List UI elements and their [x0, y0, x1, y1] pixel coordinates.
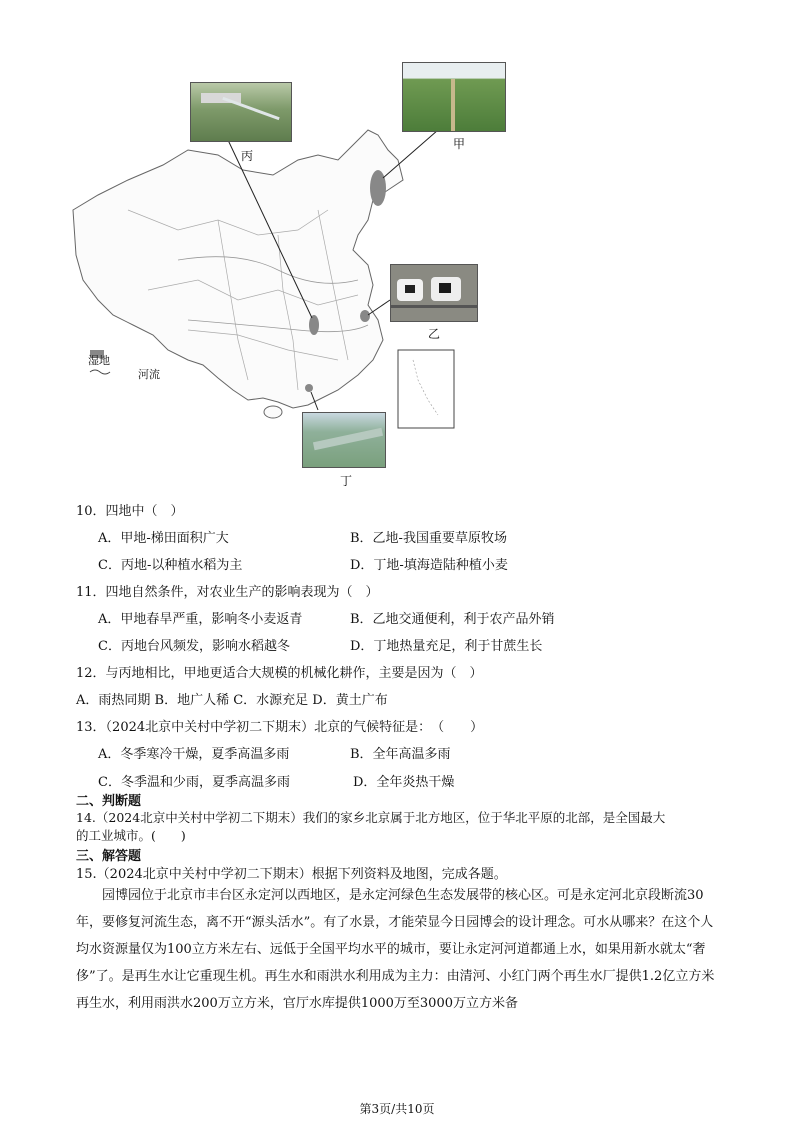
legend-wetland-label: 湿地	[88, 354, 110, 367]
label-bing: 丙	[241, 149, 254, 163]
region-jia	[370, 170, 386, 206]
q10-option-b: B．乙地-我国重要草原牧场	[350, 531, 507, 546]
photo-ding	[302, 412, 386, 468]
region-ding	[305, 384, 313, 392]
q11-option-d: D．丁地热量充足，利于甘蔗生长	[350, 639, 543, 654]
q10-option-d: D．丁地-填海造陆种植小麦	[350, 558, 508, 573]
china-map-figure	[68, 60, 488, 490]
question-15-passage: 园博园位于北京市丰台区永定河以西地区，是永定河绿色生态发展带的核心区。可是永定河北京段断流30年，要修复河流生态，离不开“源头活水”。有了水景，才能荣显今日园博会的设计理念。可水从哪来？在这个人均水资源量仅为100立方米左右、远低于全国平均水平的城市，要让永定河河道都通上水，如果用新水就太“奢侈”了。是再生水让它重现生机。再生水和雨洪水利用成为主力：由清河、小红门两个再生水厂提供1.2亿立方米再生水，利用雨洪水200万立方米，官厅水库提供1000万至3000万立方米备	[76, 888, 715, 1011]
south-china-sea-inset	[398, 350, 454, 428]
question-13-stem: 13．（2024北京中关村中学初二下期末）北京的气候特征是： （ ）	[76, 720, 484, 735]
q13-option-a: A．冬季寒冷干燥，夏季高温多雨	[98, 747, 290, 762]
photo-jia	[402, 62, 506, 132]
q13-option-c: C．冬季温和少雨，夏季高温多雨	[98, 775, 290, 790]
question-11-stem: 11．四地自然条件，对农业生产的影响表现为（ ）	[76, 585, 379, 600]
q12-options: A．雨热同期 B．地广人稀 C．水源充足 D．黄土广布	[76, 693, 388, 708]
photo-bing	[190, 82, 292, 142]
q10-option-a: A．甲地-梯田面积广大	[98, 531, 229, 546]
region-yi	[360, 310, 370, 322]
q13-option-d: D．全年炎热干燥	[353, 775, 455, 790]
legend-river-label: 河流	[138, 368, 160, 381]
label-jia: 甲	[453, 137, 466, 151]
q10-option-c: C．丙地-以种植水稻为主	[98, 558, 243, 573]
question-14-line1: 14.（2024北京中关村中学初二下期末）我们的家乡北京属于北方地区，位于华北平原的北部，是全国最大	[76, 810, 666, 825]
legend-river-symbol	[90, 370, 110, 374]
question-14-line2: 的工业城市。( )	[76, 828, 186, 843]
label-yi: 乙	[428, 327, 441, 341]
q11-option-c: C．丙地台风频发，影响水稻越冬	[98, 639, 290, 654]
question-12-stem: 12．与丙地相比，甲地更适合大规模的机械化耕作，主要是因为（ ）	[76, 666, 483, 681]
label-ding: 丁	[340, 474, 353, 488]
section-2-title: 二、判断题	[76, 794, 142, 809]
region-bing	[309, 315, 319, 335]
question-15-stem: 15.（2024北京中关村中学初二下期末）根据下列资料及地图，完成各题。	[76, 867, 507, 882]
photo-yi	[390, 264, 478, 322]
page-number: 第3页/共10页	[359, 1102, 435, 1116]
q11-option-b: B．乙地交通便利，利于农产品外销	[350, 612, 555, 627]
q11-option-a: A．甲地春旱严重，影响冬小麦返青	[98, 612, 303, 627]
question-10-stem: 10．四地中（ ）	[76, 504, 184, 519]
q13-option-b: B．全年高温多雨	[350, 747, 451, 762]
section-3-title: 三、解答题	[76, 849, 142, 864]
